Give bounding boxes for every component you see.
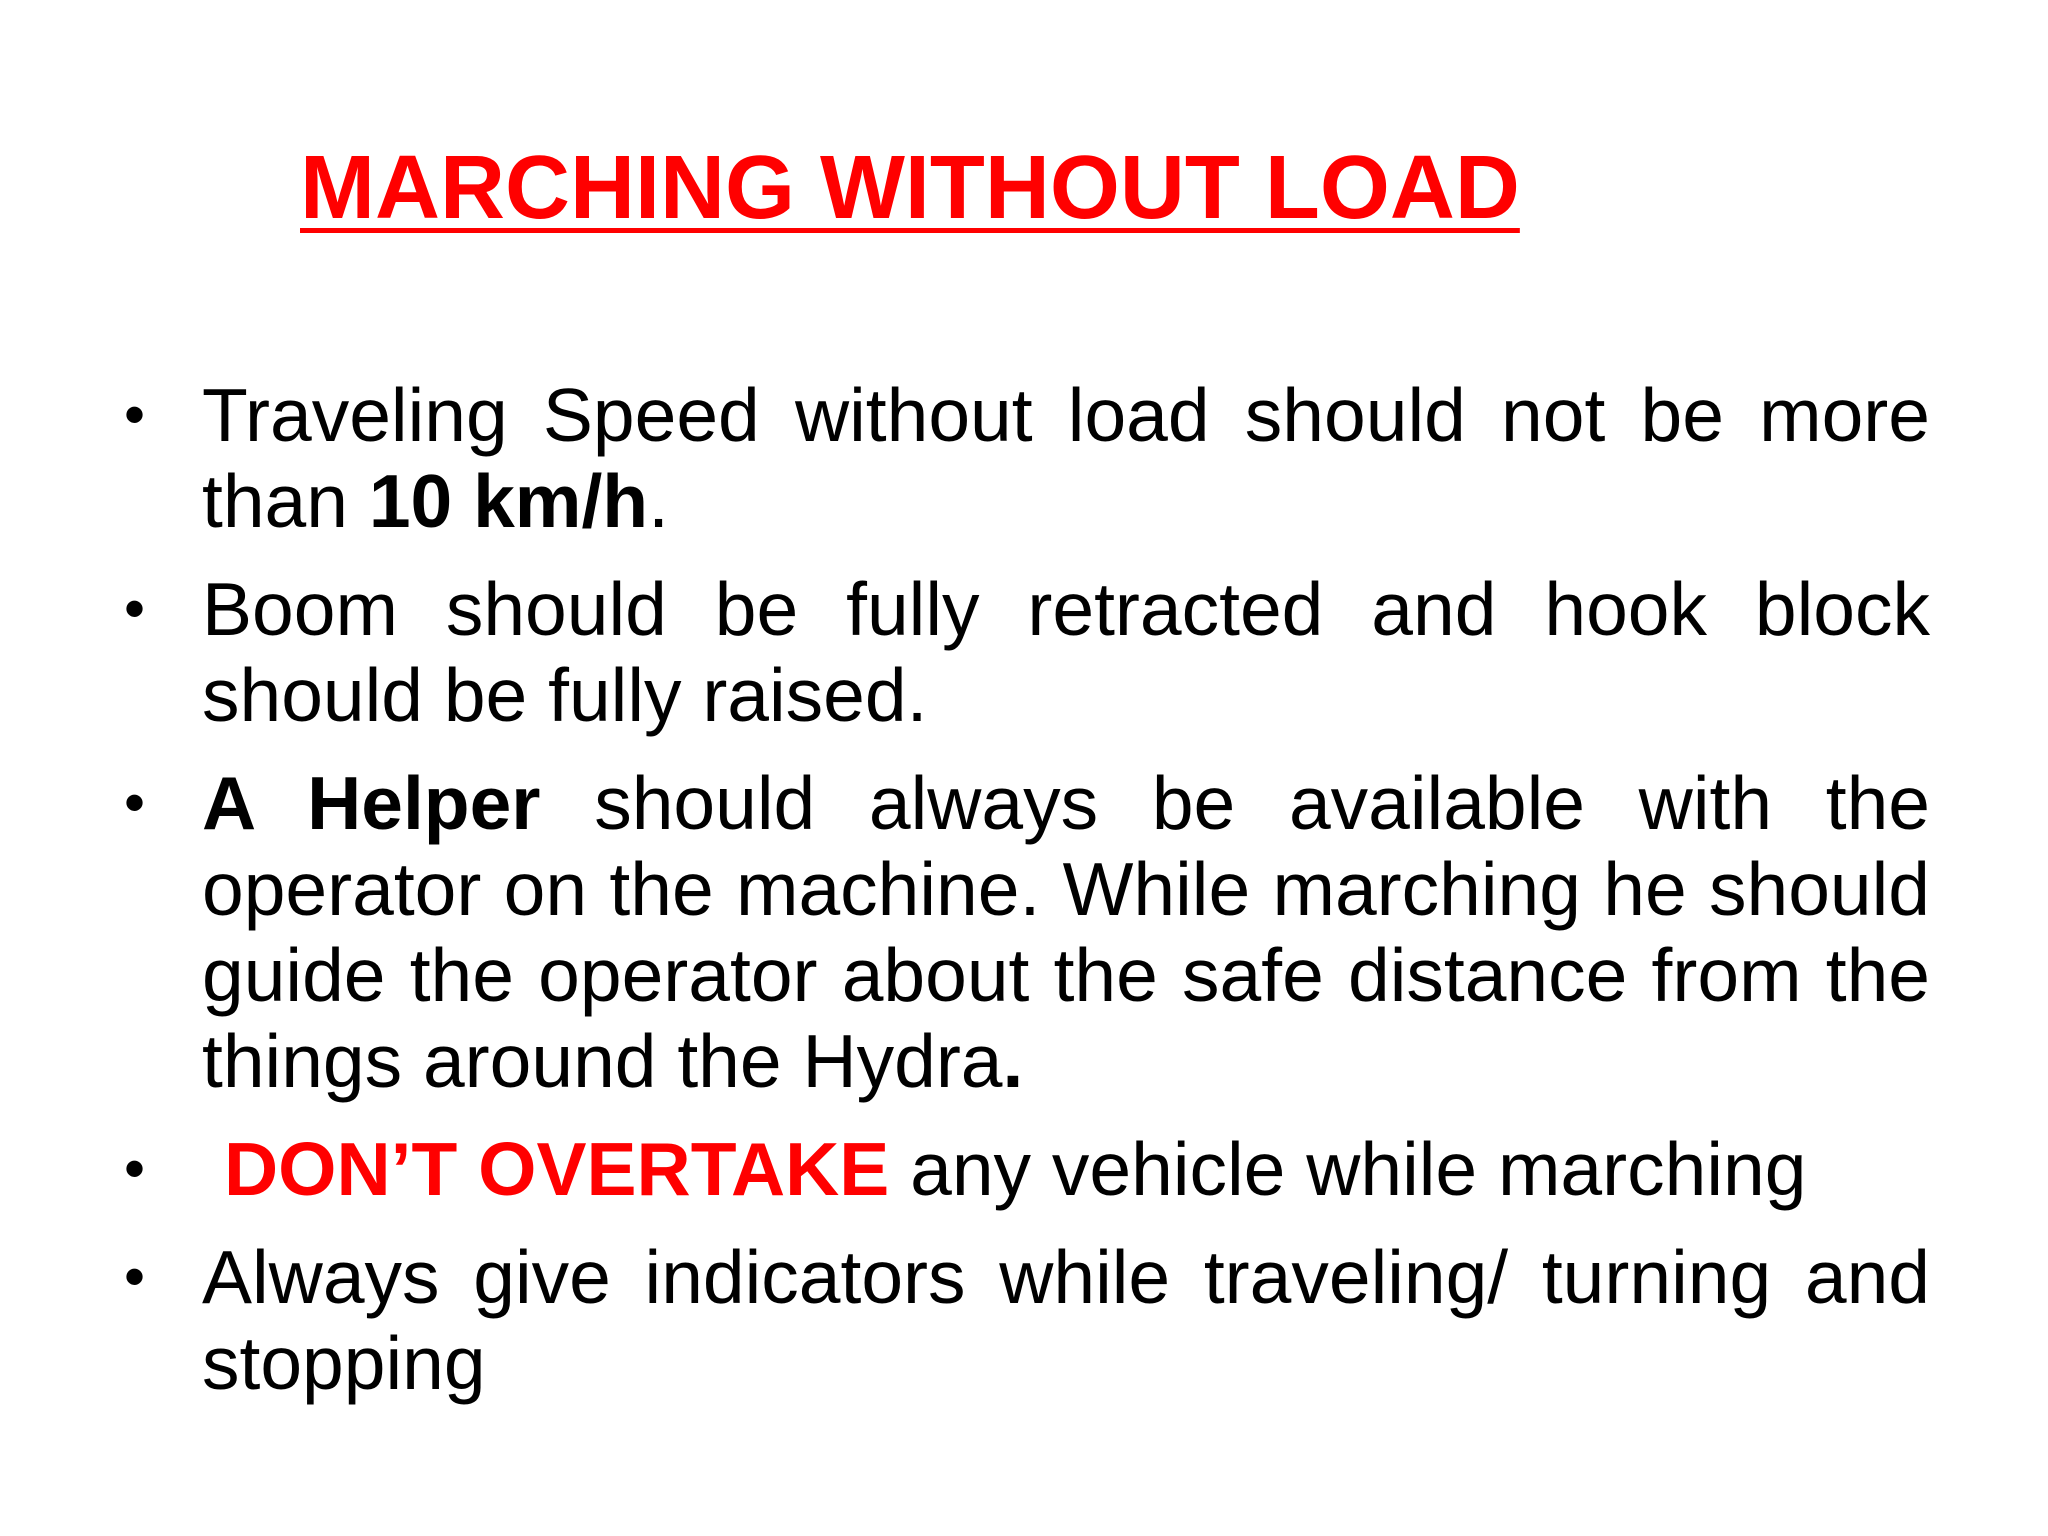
bullet-item-overtake	[120, 1126, 1930, 1212]
bullet-item-speed	[120, 372, 1930, 544]
slide-title: MARCHING WITHOUT LOAD	[300, 138, 1520, 238]
bullet-text: Always give indicators while traveling/ turning and stopping	[202, 1235, 1930, 1405]
speed-limit-value: 10 km/h	[368, 459, 649, 543]
overtake-warning: DON’T OVERTAKE	[224, 1127, 890, 1211]
bullet-icon: •	[124, 1243, 146, 1310]
bullet-icon: •	[124, 381, 146, 448]
bullet-text-end: .	[1002, 1019, 1024, 1103]
bullet-item-boom	[120, 566, 1930, 738]
bullet-icon: •	[124, 575, 146, 642]
bullet-icon: •	[124, 769, 146, 836]
bullet-text: Boom should be fully retracted and hook block should be fully raised.	[202, 567, 1930, 737]
bullet-item-indicators	[120, 1234, 1930, 1406]
bullet-text: should always be available with the operator on the machine. While marching he should guide the operator about the safe distance from the things around the Hydra	[202, 761, 1930, 1103]
bullet-text: Traveling Speed without load should not be more than	[202, 373, 1930, 543]
bullet-text-end: .	[648, 459, 669, 543]
bullet-list	[120, 372, 1930, 1428]
bullet-item-helper	[120, 760, 1930, 1104]
helper-emphasis: A Helper	[202, 761, 541, 845]
bullet-text: any vehicle while marching	[889, 1127, 1807, 1211]
bullet-icon: •	[124, 1135, 146, 1202]
